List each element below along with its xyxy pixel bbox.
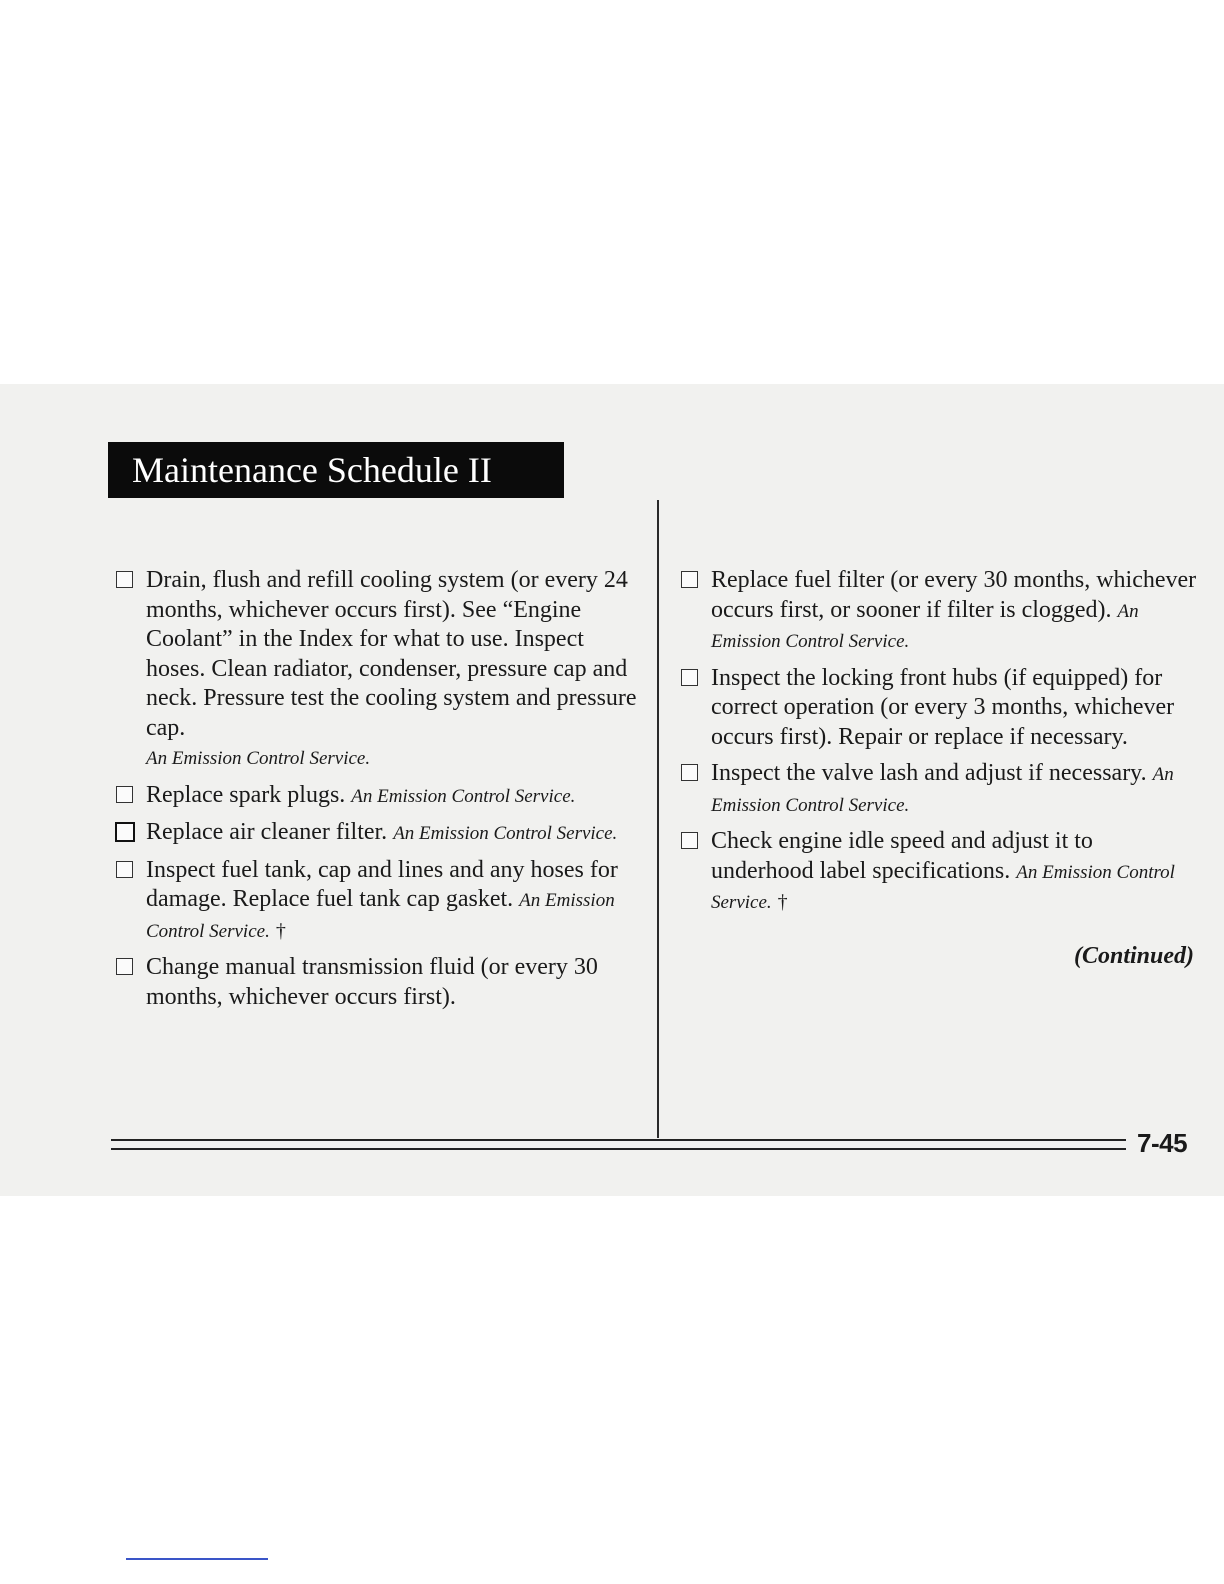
emission-note: An Emission Control Service. [711, 764, 1174, 816]
footer-rule-bottom [111, 1148, 1126, 1150]
checklist-item [681, 566, 1201, 657]
emission-note: An Emission Control Service. [146, 748, 371, 769]
item-text: Drain, flush and refill cooling system (or every 24 months, whichever occurs first). See “Engine Coolant” in the Index for what to use. Inspect hoses. Clean radiator, condenser, pressure cap and neck. Pressure test the cooling system and pressure cap. [146, 567, 637, 741]
emission-note: An Emission Control Service. [393, 823, 618, 844]
continued-label: (Continued) [1073, 943, 1194, 969]
checkbox-icon[interactable] [681, 571, 698, 588]
item-text: Inspect the locking front hubs (if equipped) for correct operation (or every 3 months, whichever occurs first). Repair or replace if necessary. [711, 664, 1175, 750]
checkbox-icon[interactable] [681, 832, 698, 849]
checklist-item [681, 759, 1201, 820]
checklist-item [116, 818, 644, 849]
checklist-item [681, 827, 1201, 918]
checklist-item [681, 664, 1201, 753]
right-column [681, 566, 1201, 925]
emission-note: An Emission Control Service. [711, 600, 1139, 652]
item-text: Inspect fuel tank, cap and lines and any hoses for damage. Replace fuel tank cap gasket. [146, 856, 618, 912]
page-number: 7-45 [1137, 1128, 1188, 1158]
left-column [116, 566, 644, 1019]
column-divider [657, 500, 659, 1138]
emission-note: An Emission Control Service. [146, 890, 615, 942]
checkbox-icon[interactable] [116, 571, 133, 588]
checklist-item [116, 953, 644, 1012]
checkbox-icon[interactable] [116, 786, 133, 803]
footer-rule-top [111, 1139, 1126, 1141]
checklist-item [116, 781, 644, 812]
item-text: Change manual transmission fluid (or every 30 months, whichever occurs first). [146, 954, 598, 1010]
emission-note: An Emission Control Service. [351, 785, 576, 807]
section-title: Maintenance Schedule II [108, 442, 564, 498]
emission-note: An Emission Control Service. [711, 861, 1175, 913]
item-text: Check engine idle speed and adjust it to underhood label specifications. [711, 828, 1093, 884]
checklist-item [116, 566, 644, 774]
dagger-mark: † [275, 919, 286, 942]
item-text: Replace fuel filter (or every 30 months, whichever occurs first, or sooner if filter is clogged). [711, 567, 1197, 623]
footer-link-line [126, 1558, 268, 1560]
checklist-item [116, 856, 644, 947]
checkbox-icon[interactable] [681, 764, 698, 781]
dagger-mark: † [777, 891, 788, 913]
item-text: Replace air cleaner filter. [146, 819, 388, 845]
checkbox-icon[interactable] [116, 958, 133, 975]
checkbox-icon[interactable] [681, 669, 698, 686]
checkbox-icon[interactable] [116, 861, 133, 878]
checkbox-icon[interactable] [115, 822, 135, 842]
item-text: Inspect the valve lash and adjust if necessary. [711, 760, 1147, 786]
item-text: Replace spark plugs. [146, 781, 346, 808]
